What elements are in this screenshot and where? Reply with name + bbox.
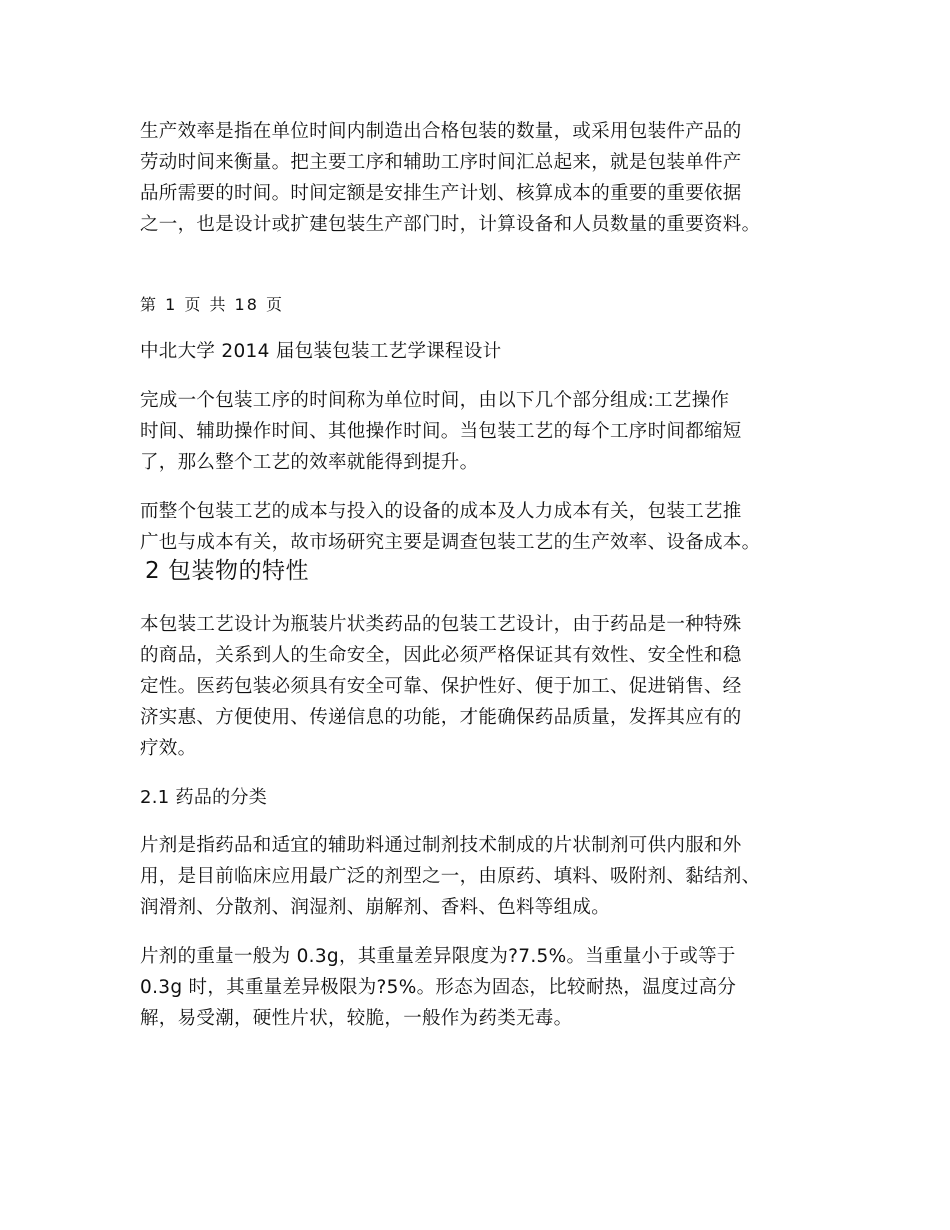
text-line: 生产效率是指在单位时间内制造出合格包装的数量，或采用包装件产品的 [140, 121, 742, 142]
text-line: 时间、辅助操作时间、其他操作时间。当包装工艺的每个工序时间都缩短 [140, 421, 742, 442]
paragraph-production-efficiency [140, 116, 840, 240]
paragraph-tablet-definition [140, 830, 840, 923]
running-header [140, 336, 840, 367]
text-line: 片剂是指药品和适宜的辅助料通过制剂技术制成的片状制剂可供内服和外 [140, 835, 742, 856]
text-line: 0.3g 时，其重量差异极限为?5%。形态为固态，比较耐热，温度过高分 [140, 977, 737, 998]
text-line: 品所需要的时间。时间定额是安排生产计划、核算成本的重要的重要依据 [140, 183, 742, 204]
text-line: 济实惠、方便使用、传递信息的功能，才能确保药品质量，发挥其应有的 [140, 707, 742, 728]
paragraph-cost [140, 496, 840, 558]
running-header-text: 中北大学 2014 届包装包装工艺学课程设计 [140, 341, 502, 362]
subsection-heading-2-1 [140, 782, 840, 813]
text-line: 的商品，关系到人的生命安全，因此必须严格保证其有效性、安全性和稳 [140, 645, 742, 666]
text-line: 疗效。 [140, 738, 197, 759]
text-line: 劳动时间来衡量。把主要工序和辅助工序时间汇总起来，就是包装单件产 [140, 152, 742, 173]
text-line: 而整个包装工艺的成本与投入的设备的成本及人力成本有关，包装工艺推 [140, 501, 742, 522]
text-line: 定性。医药包装必须具有安全可靠、保护性好、便于加工、促进销售、经 [140, 676, 742, 697]
text-line: 用，是目前临床应用最广泛的剂型之一，由原药、填料、吸附剂、黏结剂、 [140, 866, 761, 887]
text-line: 广也与成本有关，故市场研究主要是调查包装工艺的生产效率、设备成本。 [140, 532, 761, 553]
text-line: 之一，也是设计或扩建包装生产部门时，计算设备和人员数量的重要资料。 [140, 214, 761, 235]
page-number-text: 第 1 页 共 18 页 [140, 295, 284, 314]
text-line: 本包装工艺设计为瓶装片状类药品的包装工艺设计，由于药品是一种特殊 [140, 614, 742, 635]
subsection-heading-text: 2.1 药品的分类 [140, 787, 268, 808]
text-line: 解，易受潮，硬性片状，较脆，一般作为药类无毒。 [140, 1008, 573, 1029]
paragraph-packaging-design [140, 609, 840, 764]
section-heading-2: 2 包装物的特性 [145, 558, 309, 584]
text-line: 完成一个包装工序的时间称为单位时间，由以下几个部分组成:工艺操作 [140, 390, 730, 411]
text-line: 润滑剂、分散剂、润湿剂、崩解剂、香料、色料等组成。 [140, 897, 611, 918]
text-line: 片剂的重量一般为 0.3g，其重量差异限度为?7.5%。当重量小于或等于 [140, 946, 736, 967]
page-number [140, 289, 840, 320]
text-line: 了，那么整个工艺的效率就能得到提升。 [140, 452, 479, 473]
paragraph-tablet-weight [140, 941, 840, 1034]
paragraph-unit-time [140, 385, 840, 478]
